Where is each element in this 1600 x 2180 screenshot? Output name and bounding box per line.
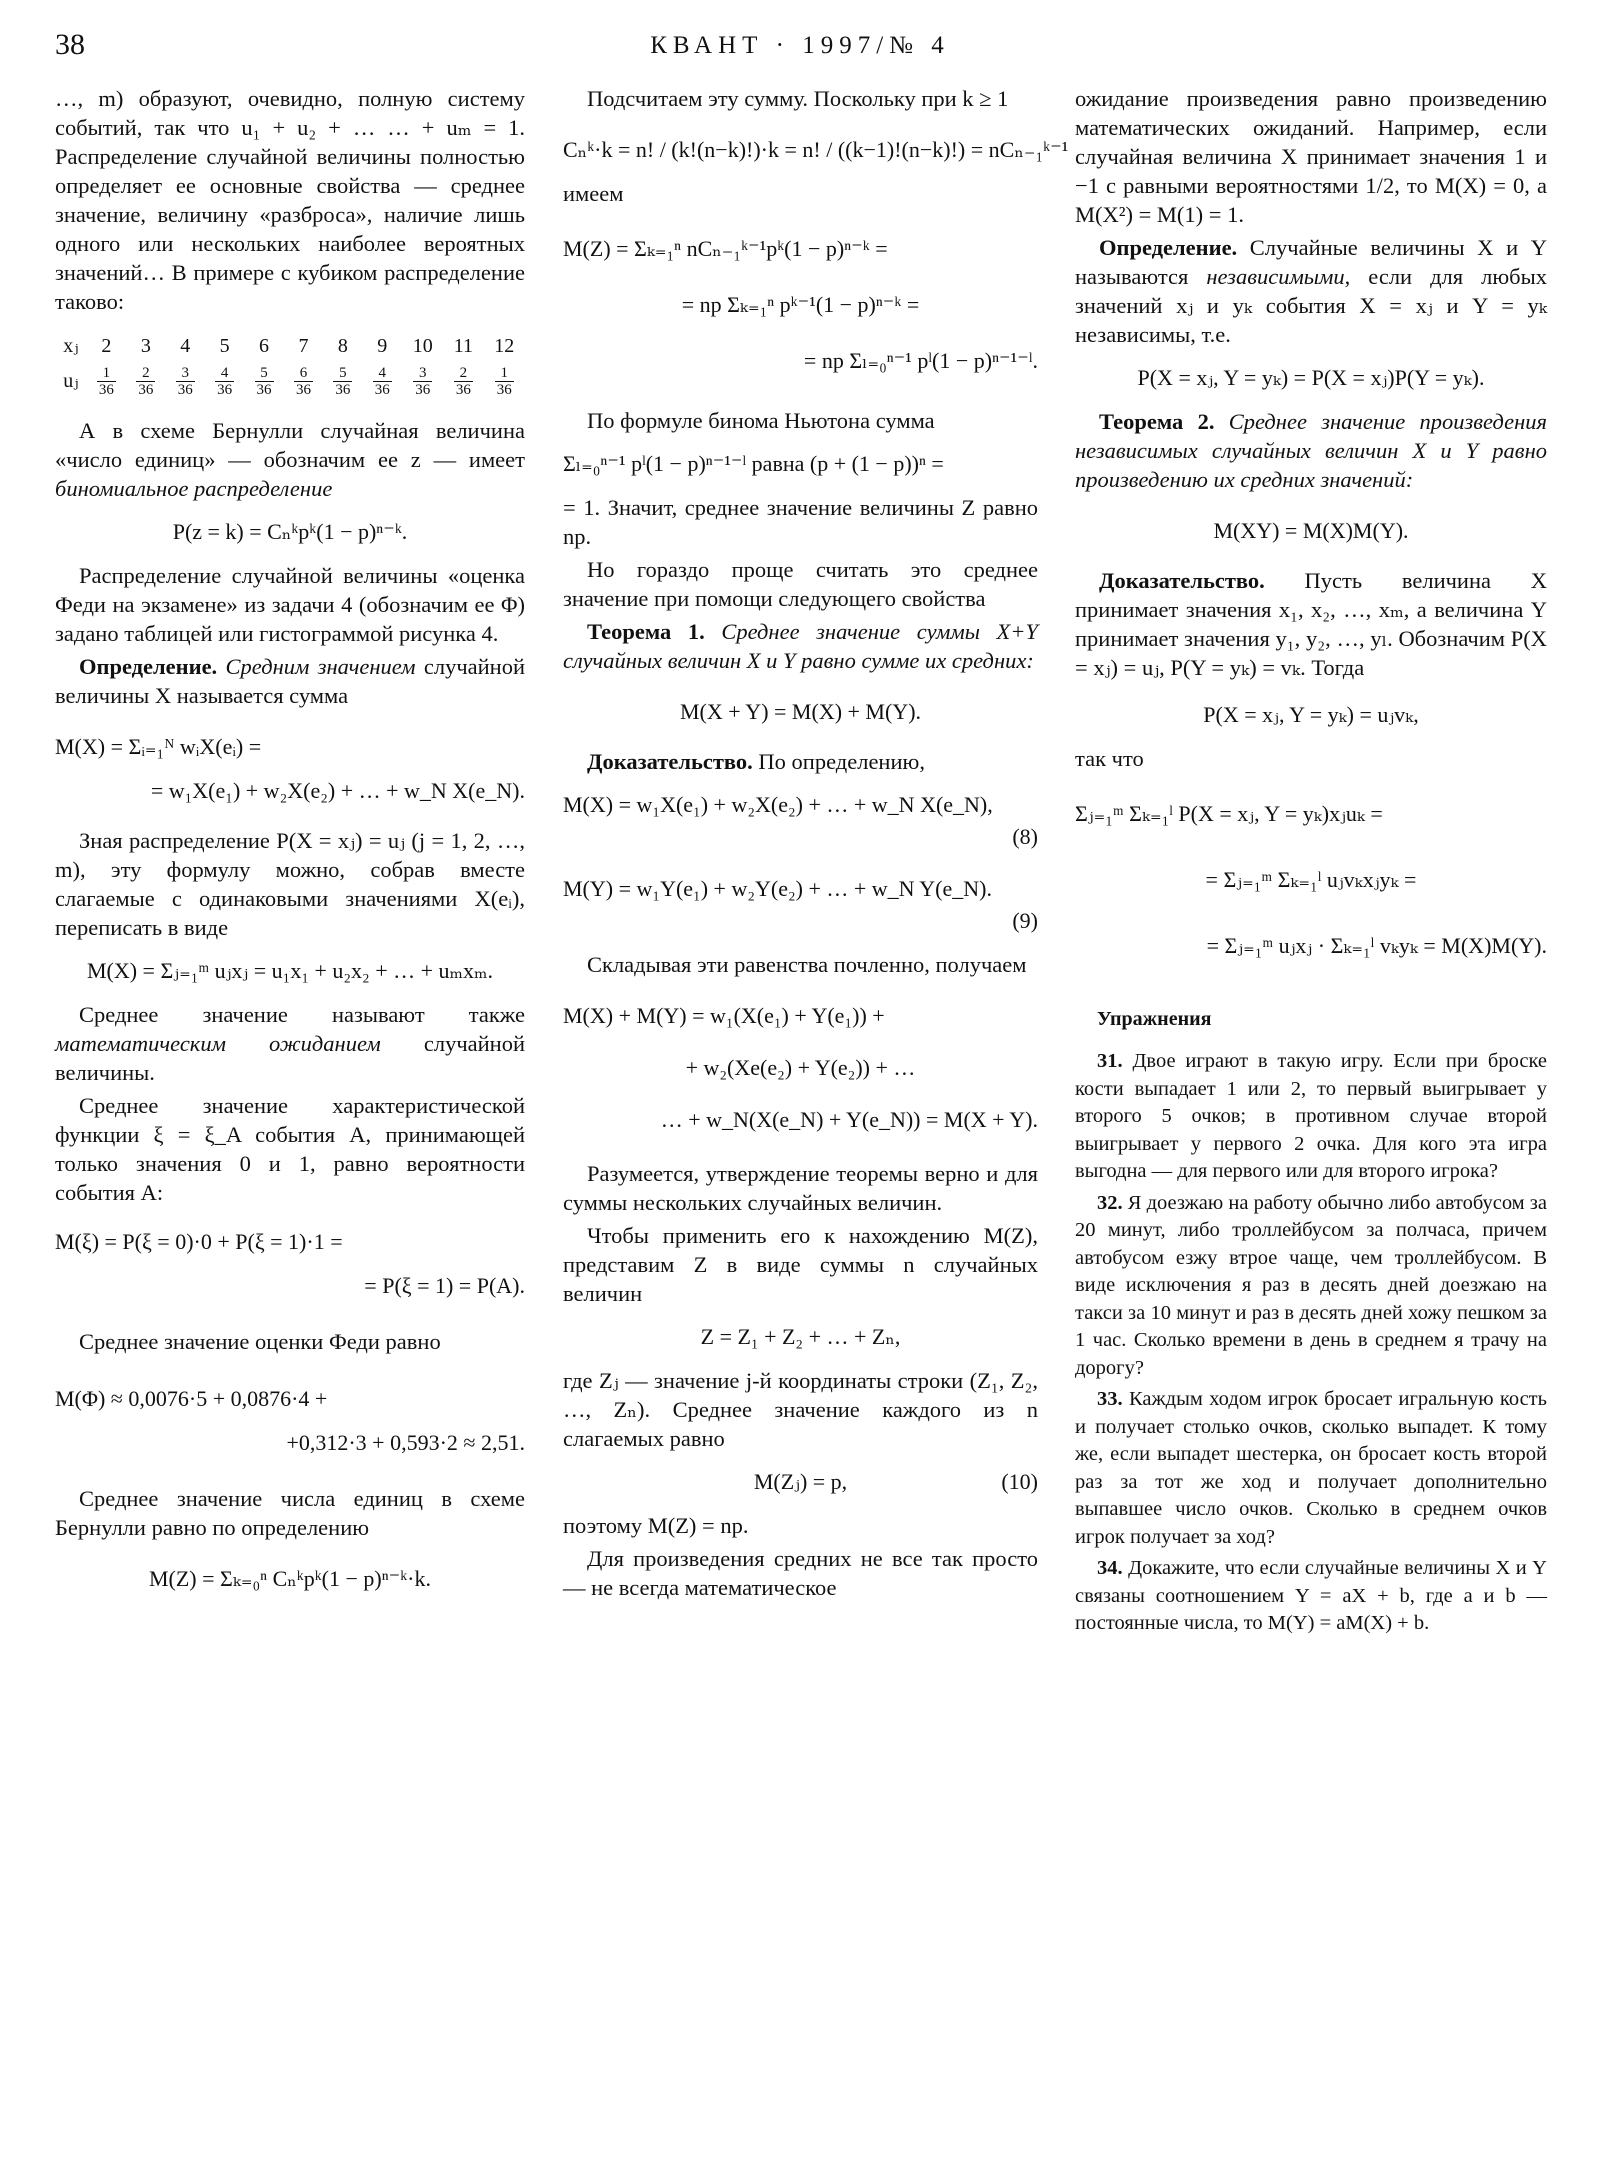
exercise-text: Двое играют в такую игру. Если при броске кости выпадает 1 или 2, то первый выигрывает у второго 5 очков; в противном случае второй выигрывает у первого 2 очка. Для кого эта игра выгодна — для первого или для второго игрока? xyxy=(1075,1050,1547,1182)
numerator: 4 xyxy=(373,365,392,382)
table-cell: 12 xyxy=(494,335,515,357)
formula: … + w_N(X(e_N) + Y(e_N)) = M(X + Y). xyxy=(660,1107,1038,1132)
numerator: 1 xyxy=(495,365,514,382)
formula: M(Y) = w₁Y(e₁) + w₂Y(e₂) + … + w_N Y(e_N). xyxy=(563,876,992,901)
table-cell: 4 xyxy=(180,335,191,357)
numerator: 3 xyxy=(176,365,195,382)
exercise-number: 32. xyxy=(1097,1191,1123,1214)
equation-number: (10) xyxy=(1001,1469,1038,1494)
paragraph: Среднее значение числа единиц в схеме Бернулли равно по определению xyxy=(55,1486,525,1540)
formula: M(X) = Σᵢ₌₁ᴺ wᵢX(eᵢ) = xyxy=(55,734,262,759)
table-cell xyxy=(363,363,402,400)
table-cell: 6 xyxy=(259,335,270,357)
text: , если для любых значений xⱼ и yₖ события X = xⱼ и Y = yₖ независимы, т.е. xyxy=(1075,264,1547,347)
paragraph: Распределение случайной величины «оценка Феди на экзамене» из задачи 4 (обозначим ее Φ) задано таблицей или гистограммой рисунка 4. xyxy=(55,563,525,646)
fraction xyxy=(97,365,116,398)
denominator: 36 xyxy=(335,382,351,398)
paragraph: Разумеется, утверждение теоремы верно и для суммы нескольких случайных величин. xyxy=(563,1161,1038,1215)
numerator: 5 xyxy=(255,365,274,382)
formula: M(Z) = Σₖ₌₀ⁿ Cₙᵏpᵏ(1 − p)ⁿ⁻ᵏ·k. xyxy=(148,1566,432,1591)
term: биномиальное распределение xyxy=(55,476,333,501)
numerator: 5 xyxy=(333,365,352,382)
table-cell: 5 xyxy=(219,335,230,357)
paragraph: где Zⱼ — значение j-й координаты строки (Z₁, Z₂, …, Zₙ). Среднее значение каждого из n слагаемых равно xyxy=(563,1368,1038,1451)
table-row-u xyxy=(55,363,525,400)
table-cell xyxy=(205,363,244,400)
formula: = Σⱼ₌₁ᵐ Σₖ₌₁ˡ uⱼvₖxⱼyₖ = xyxy=(1205,867,1417,892)
denominator: 36 xyxy=(98,382,114,398)
fraction xyxy=(294,365,313,398)
paragraph: = 1. Значит, среднее значение величины Z равно np. xyxy=(563,495,1038,549)
table-cell xyxy=(166,363,205,400)
term: независимыми xyxy=(1206,264,1345,289)
exercise-number: 34. xyxy=(1097,1557,1123,1579)
table-cell: 10 xyxy=(412,335,433,357)
paragraph: Подсчитаем эту сумму. Поскольку при k ≥ 1 xyxy=(587,86,1009,111)
theorem xyxy=(563,617,1038,675)
theorem-text: Среднее значение суммы X+Y случайных величин X и Y равно сумме их средних: xyxy=(563,619,1039,673)
paragraph: Складывая эти равенства почленно, получаем xyxy=(587,952,1027,977)
column-3 xyxy=(1075,84,1547,1642)
formula: M(ξ) = P(ξ = 0)·0 + P(ξ = 1)·1 = xyxy=(55,1229,343,1254)
paragraph: …, m) образуют, очевидно, полную систему событий, так что u₁ + u₂ + … … + uₘ = 1. Распределение случайной величины полностью определяет ее основные свойства — среднее значение, величину «разброса», наличие лишь одного или нескольких наиболее вероятных значений… В примере с кубиком распределение таково: xyxy=(55,86,525,314)
exercise-text: Каждым ходом игрок бросает игральную кость и получает столько очков, сколько выпадет. К тому же, если выпадет шестерка, он бросает кость второй раз за тот же ход и получает дополнительно выпавшее число очков. Сколько в среднем очков игрок получает за ход? xyxy=(1075,1388,1547,1548)
paragraph: Зная распределение P(X = xⱼ) = uⱼ (j = 1, 2, …, m), эту формулу можно, собрав вместе слагаемые с одинаковыми значениями X(eᵢ), переписать в виде xyxy=(55,828,525,940)
formula: Σⱼ₌₁ᵐ Σₖ₌₁ˡ P(X = xⱼ, Y = yₖ)xⱼuₖ = xyxy=(1075,801,1383,826)
definition xyxy=(55,652,525,710)
page-header xyxy=(0,28,1600,68)
numerator: 2 xyxy=(136,365,155,382)
table-cell: 2 xyxy=(101,335,112,357)
exercise xyxy=(1075,1386,1547,1551)
formula: Z = Z₁ + Z₂ + … + Zₙ, xyxy=(700,1324,901,1349)
exercise-number: 33. xyxy=(1097,1388,1123,1410)
formula: P(X = xⱼ, Y = yₖ) = uⱼvₖ, xyxy=(1203,702,1419,727)
table-cell: 8 xyxy=(337,335,348,357)
journal-title: КВАНТ · 1997/№ 4 xyxy=(650,32,950,59)
formula: M(Zⱼ) = p, xyxy=(753,1469,848,1494)
table-row-x xyxy=(55,330,525,363)
table-cell: 11 xyxy=(453,335,474,357)
formula: P(X = xⱼ, Y = yₖ) = P(X = xⱼ)P(Y = yₖ). xyxy=(1137,365,1485,390)
page-number: 38 xyxy=(55,28,85,61)
formula: M(X + Y) = M(X) + M(Y). xyxy=(679,699,922,724)
proof-label: Доказательство. xyxy=(587,749,753,774)
paragraph xyxy=(55,416,525,503)
exercise-text: Докажите, что если случайные величины X и Y связаны соотношением Y = aX + b, где a и b — постоянные числа, то M(Y) = aM(X) + b. xyxy=(1075,1557,1547,1634)
formula: Σₗ₌₀ⁿ⁻¹ pˡ(1 − p)ⁿ⁻¹⁻ˡ равна (p + (1 − p))ⁿ = xyxy=(563,451,944,476)
paragraph: По формуле бинома Ньютона сумма xyxy=(587,408,935,433)
formula: M(X) = w₁X(e₁) + w₂X(e₂) + … + w_N X(e_N), xyxy=(563,792,993,817)
table-row-label: xⱼ xyxy=(63,335,79,357)
numerator: 4 xyxy=(215,365,234,382)
text: А в схеме Бернулли случайная величина «число единиц» — обозначим ее z — имеет xyxy=(55,418,525,472)
definition-label: Определение. xyxy=(79,654,218,679)
exercise xyxy=(1075,1190,1547,1383)
formula: M(Φ) ≈ 0,0076·5 + 0,0876·4 + xyxy=(55,1386,328,1411)
text: По определению, xyxy=(752,749,925,774)
table-cell: 7 xyxy=(298,335,309,357)
table-cell xyxy=(87,363,126,400)
exercises-list xyxy=(1075,1048,1547,1638)
denominator: 36 xyxy=(455,382,471,398)
numerator: 2 xyxy=(454,365,473,382)
formula: Cₙᵏ·k = n! / (k!(n−k)!)·k = n! / ((k−1)!(n−k)!) = nCₙ₋₁ᵏ⁻¹ xyxy=(563,137,1069,162)
distribution-table xyxy=(55,330,525,400)
paragraph: имеем xyxy=(563,181,624,206)
fraction xyxy=(495,365,514,398)
text: случайной величины X называется сумма xyxy=(55,654,525,708)
formula: = P(ξ = 1) = P(A). xyxy=(364,1273,525,1298)
theorem-text: Среднее значение произведения независимых случайных величин X и Y равно произведению их средних значений: xyxy=(1075,409,1547,492)
paragraph xyxy=(55,1000,525,1087)
numerator: 3 xyxy=(413,365,432,382)
equation-number: (8) xyxy=(1012,824,1038,849)
text: случайной величины. xyxy=(55,1031,525,1085)
numerator: 1 xyxy=(97,365,116,382)
exercises-heading: Упражнения xyxy=(1097,1008,1212,1030)
definition xyxy=(1075,233,1547,349)
table-row-label: uⱼ xyxy=(63,370,79,392)
formula-row xyxy=(563,1467,1038,1497)
term: Средним значением xyxy=(217,654,416,679)
fraction xyxy=(176,365,195,398)
formula: = np Σₖ₌₁ⁿ pᵏ⁻¹(1 − p)ⁿ⁻ᵏ = xyxy=(681,292,920,317)
text: Случайные величины X и Y называются xyxy=(1075,235,1547,289)
theorem xyxy=(1075,407,1547,494)
fraction xyxy=(413,365,432,398)
table-cell xyxy=(284,363,323,400)
formula: M(X) + M(Y) = w₁(X(e₁) + Y(e₁)) + xyxy=(563,1003,885,1028)
table-cell xyxy=(443,363,483,400)
formula: = np Σₗ₌₀ⁿ⁻¹ pˡ(1 − p)ⁿ⁻¹⁻ˡ. xyxy=(803,348,1038,373)
proof xyxy=(563,747,1038,776)
table-cell xyxy=(483,363,525,400)
exercise xyxy=(1075,1555,1547,1638)
paragraph: Среднее значение оценки Феди равно xyxy=(79,1329,441,1354)
denominator: 36 xyxy=(415,382,431,398)
formula: + w₂(Xe(e₂) + Y(e₂)) + … xyxy=(685,1055,916,1080)
denominator: 36 xyxy=(138,382,154,398)
formula: = w₁X(e₁) + w₂X(e₂) + … + w_N X(e_N). xyxy=(150,778,525,803)
formula: P(z = k) = Cₙᵏpᵏ(1 − p)ⁿ⁻ᵏ. xyxy=(172,519,408,544)
formula: M(XY) = M(X)M(Y). xyxy=(1213,518,1409,543)
proof-label: Доказательство. xyxy=(1099,568,1265,593)
denominator: 36 xyxy=(217,382,233,398)
denominator: 36 xyxy=(177,382,193,398)
denominator: 36 xyxy=(295,382,311,398)
table-cell xyxy=(126,363,165,400)
term: математическим ожиданием xyxy=(55,1031,381,1056)
denominator: 36 xyxy=(496,382,512,398)
exercise xyxy=(1075,1048,1547,1186)
theorem-label: Теорема 1. xyxy=(587,619,705,644)
fraction xyxy=(215,365,234,398)
column-2 xyxy=(563,84,1069,1606)
denominator: 36 xyxy=(256,382,272,398)
exercise-text: Я доезжаю на работу обычно либо автобусом за 20 минут, либо троллейбусом за полчаса, причем автобусом езжу втрое чаще, чем троллейбусом. В виде исключения я раз в десять дней доезжаю на такси за 10 минут и раз в десять дней хожу пешком за 1 час. Сколько времени в день в среднем я трачу на дорогу? xyxy=(1075,1191,1547,1379)
proof xyxy=(1075,566,1547,682)
fraction xyxy=(255,365,274,398)
paragraph: ожидание произведения равно произведению математических ожиданий. Например, если случайная величина X принимает значения 1 и −1 с равными вероятностями 1/2, то M(X) = 0, а M(X²) = M(1) = 1. xyxy=(1075,86,1547,227)
paragraph: Но гораздо проще считать это среднее значение при помощи следующего свойства xyxy=(563,557,1038,611)
column-1 xyxy=(55,84,525,1608)
paragraph: Для произведения средних не все так просто — не всегда математическое xyxy=(563,1546,1038,1600)
text: Пусть величина X принимает значения x₁, x₂, …, xₘ, а величина Y принимает значения y₁, y₂, …, yₗ. Обозначим P(X = xⱼ) = uⱼ, P(Y = yₖ) = vₖ. Тогда xyxy=(1075,568,1547,680)
formula: M(Z) = Σₖ₌₁ⁿ nCₙ₋₁ᵏ⁻¹pᵏ(1 − p)ⁿ⁻ᵏ = xyxy=(563,236,888,261)
formula: +0,312·3 + 0,593·2 ≈ 2,51. xyxy=(286,1430,525,1455)
fraction xyxy=(373,365,392,398)
table-cell: 9 xyxy=(377,335,388,357)
fraction xyxy=(454,365,473,398)
paragraph: Среднее значение характеристической функции ξ = ξ_A события A, принимающей только значения 0 и 1, равно вероятности события A: xyxy=(55,1093,525,1205)
formula: = Σⱼ₌₁ᵐ uⱼxⱼ · Σₖ₌₁ˡ vₖyₖ = M(X)M(Y). xyxy=(1206,933,1547,958)
table-cell: 3 xyxy=(140,335,151,357)
definition-label: Определение. xyxy=(1099,235,1238,260)
table-cell xyxy=(323,363,362,400)
denominator: 36 xyxy=(374,382,390,398)
equation-number: (9) xyxy=(1012,908,1038,933)
numerator: 6 xyxy=(294,365,313,382)
paragraph: Чтобы применить его к нахождению M(Z), представим Z в виде суммы n случайных величин xyxy=(563,1223,1038,1306)
exercise-number: 31. xyxy=(1097,1050,1123,1072)
table-cell xyxy=(402,363,443,400)
fraction xyxy=(136,365,155,398)
paragraph: поэтому M(Z) = np. xyxy=(563,1513,749,1538)
paragraph: так что xyxy=(1075,746,1144,771)
fraction xyxy=(333,365,352,398)
formula: M(X) = Σⱼ₌₁ᵐ uⱼxⱼ = u₁x₁ + u₂x₂ + … + uₘxₘ. xyxy=(86,958,494,983)
text: Среднее значение называют также xyxy=(79,1002,525,1027)
theorem-label: Теорема 2. xyxy=(1099,409,1215,434)
table-cell xyxy=(244,363,283,400)
